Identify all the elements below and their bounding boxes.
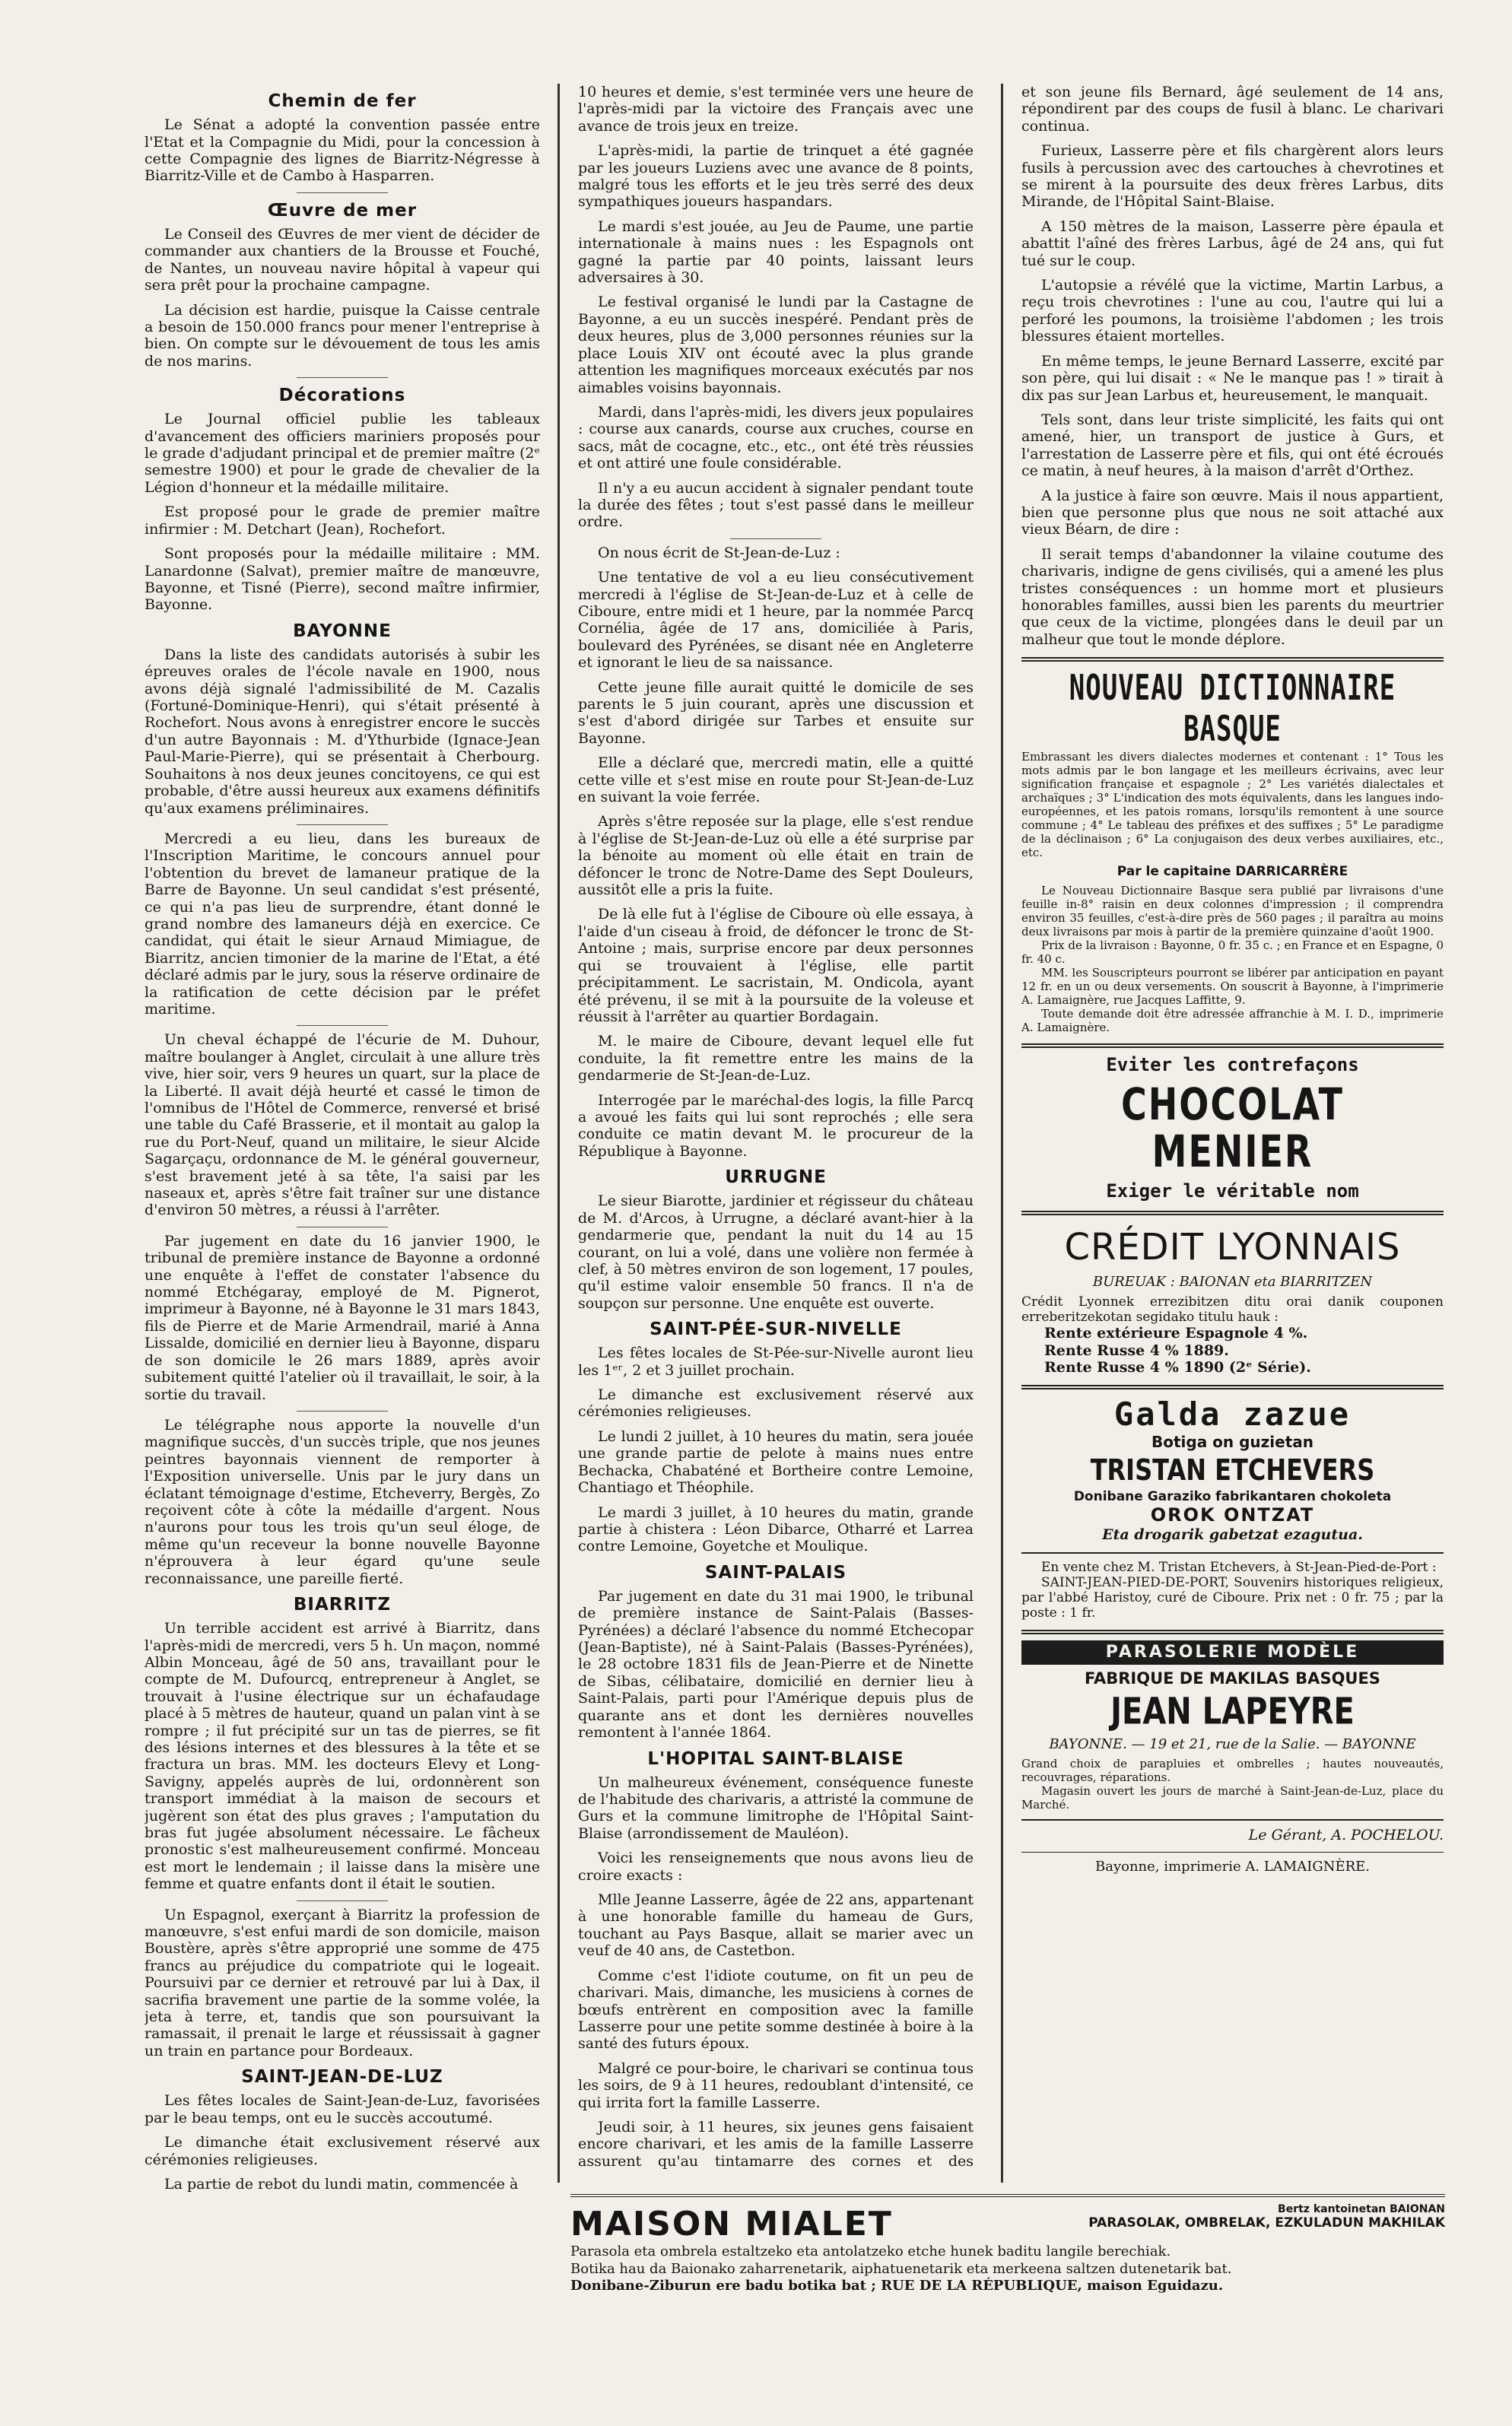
article-paragraph: En même temps, le jeune Bernard Lasserre, excité par son père, qui lui disait : « Ne le manque pas ! » tirait à dix pas sur Jean Larbus et, heureusement, le manquait. bbox=[1021, 352, 1444, 404]
article-paragraph: Cette jeune fille aurait quitté le domicile de ses parents le 5 juin courant, après une discussion et s'est d'abord dirigée sur Tarbes et ensuite sur Bayonne. bbox=[578, 678, 974, 747]
article-paragraph: La décision est hardie, puisque la Caisse centrale a besoin de 150.000 francs pour mener l'entreprise à bien. On compte sur le dévouement de tous les amis de nos marins. bbox=[145, 301, 540, 370]
ad-text: OROK ONTZAT bbox=[1150, 1504, 1315, 1526]
ad-tristan-etchevers bbox=[1021, 1385, 1444, 1543]
article-paragraph: Le sieur Biarotte, jardinier et régisseur du château de M. d'Arcos, à Urrugne, a déclaré avant-hier à la gendarmerie que, pendant la nuit du 14 au 15 courant, on lui a volé, dans une volière non fermée à clef, à 50 mètres environ de son logement, 17 poules, qu'il estime valoir ensemble 50 francs. Il n'a de soupçon sur personne. Une enquête est ouverte. bbox=[578, 1192, 974, 1312]
heading-saint-jean-de-luz: SAINT-JEAN-DE-LUZ bbox=[241, 2067, 443, 2088]
ad-author: Par le capitaine DARRICARRÈRE bbox=[1117, 864, 1348, 880]
ad-text: Botika hau da Baionako zaharrenetarik, aiphatuenetarik eta merkeena saltzen dutenetarik bat. bbox=[570, 2260, 1232, 2277]
article-paragraph: Le mardi s'est jouée, au Jeu de Paume, une partie internationale à mains nues : les Espagnols ont gagné la partie par 40 points, laissant leurs adversaires à 30. bbox=[578, 218, 974, 287]
ad-souvenirs bbox=[1021, 1552, 1444, 1621]
column-rule bbox=[1001, 84, 1003, 2183]
article-paragraph: Après s'être reposée sur la plage, elle s'est rendue à l'église de St-Jean-de-Luz où elle a été surprise par la bénoite au moment où elle était en train de défoncer le tronc de Notre-Dame des Sept Douleurs, aussitôt elle a pris la fuite. bbox=[578, 813, 974, 899]
ad-right-line: PARASOLAK, OMBRELAK, EZKULADUN MAKHILAK bbox=[1088, 2215, 1445, 2231]
article-paragraph: Le festival organisé le lundi par la Castagne de Bayonne, a eu un succès inespéré. Pendant près de deux heures, plus de 3,000 personnes réunies sur la place Louis XIV ont écouté avec la plus grande attention les magnifiques morceaux exécutés par nos aimables voisins bayonnais. bbox=[578, 294, 974, 396]
heading-biarritz: BIARRITZ bbox=[293, 1594, 392, 1615]
ad-title: CRÉDIT LYONNAIS bbox=[1064, 1226, 1401, 1269]
ad-text: Crédit Lyonnek errezibitzen ditu orai danik couponen erreberitzekotan segidako titulu hauk : bbox=[1021, 1294, 1444, 1326]
article-paragraph: Mlle Jeanne Lasserre, âgée de 22 ans, appartenant à une honorable famille du hameau de Gurs, touchant au Pays Basque, allait se marier avec un veuf de 40 ans, de Castetbon. bbox=[578, 1891, 974, 1960]
article-paragraph: Le lundi 2 juillet, à 10 heures du matin, sera jouée une grande partie de pelote à mains nues entre Bechacka, Chabaténé et Bortheire contre Lemoine, Chantiago et Théophile. bbox=[578, 1427, 974, 1497]
heading-decorations: Décorations bbox=[278, 386, 406, 406]
imprimerie: Bayonne, imprimerie A. LAMAIGNÈRE. bbox=[1021, 1852, 1444, 1875]
article-paragraph: Comme c'est l'idiote coutume, on fit un peu de charivari. Mais, dimanche, les musiciens à cornes de bœufs entrèrent en composition avec la famille Lasserre pour une petite somme destinée à boire à la santé des futurs époux. bbox=[578, 1967, 974, 2053]
heading-urrugne: URRUGNE bbox=[725, 1167, 827, 1188]
article-paragraph: Le dimanche était exclusivement réservé aux cérémonies religieuses. bbox=[145, 2134, 540, 2168]
article-paragraph: Jeudi soir, à 11 heures, six jeunes gens faisaient encore charivari, et les amis de la famille Lasserre assurent qu'au tintamarre des cornes et des bbox=[578, 2118, 974, 2170]
ad-maison-mialet bbox=[570, 2194, 1445, 2326]
ad-text: En vente chez M. Tristan Etchevers, à St-Jean-Pied-de-Port : bbox=[1041, 1560, 1437, 1576]
ad-bottom-line: Exiger le véritable nom bbox=[1106, 1180, 1359, 1202]
ad-name: JEAN LAPEYRE bbox=[1110, 1691, 1355, 1733]
ad-text: Eta drogarik gabetzat ezagutua. bbox=[1102, 1526, 1363, 1543]
separator bbox=[297, 824, 388, 825]
article-paragraph: Est proposé pour le grade de premier maître infirmier : M. Detchart (Jean), Rochefort. bbox=[145, 503, 540, 538]
heading-saint-palais: SAINT-PALAIS bbox=[704, 1562, 847, 1583]
article-paragraph: Le Sénat a adopté la convention passée entre l'Etat et la Compagnie du Midi, pour la concession à cette Compagnie des lignes de Biarritz-Négresse à Biarritz-Ville et de Cambo à Hasparren. bbox=[145, 116, 540, 185]
article-paragraph: Dans la liste des candidats autorisés à subir les épreuves orales de l'école navale en 1900, nous avons déjà signalé l'admissibilité de M. Cazalis (Fortuné-Dominique-Henri), qui s'était présenté à Rochefort. Nous avons à enregistrer encore le succès d'un autre Bayonnais : M. d'Ythurbide (Ignace-Jean Paul-Marie-Pierre), qui se présentait à Cherbourg. Souhaitons à nos deux jeunes concitoyens, ce qui est probable, d'être aussi heureux aux examens définitifs qu'aux examens préliminaires. bbox=[145, 646, 540, 817]
ad-text: Grand choix de parapluies et ombrelles ; hautes nouveautés, recouvrages, réparations. bbox=[1021, 1757, 1444, 1785]
ad-text: Donibane Garaziko fabrikantaren chokoleta bbox=[1073, 1489, 1392, 1505]
article-paragraph: A la justice à faire son œuvre. Mais il nous appartient, bien que personne plus que nous ne soit attaché aux vieux Béarn, de dire : bbox=[1021, 487, 1444, 538]
article-paragraph: Le Journal officiel publie les tableaux d'avancement des officiers mariniers proposés pour le grade d'adjudant principal et de premier maître (2ᵉ semestre 1900) et pour le grade de chevalier de la Légion d'honneur et la médaille militaire. bbox=[145, 411, 540, 496]
gerant: Le Gérant, A. POCHELOU. bbox=[1021, 1819, 1444, 1843]
article-paragraph: A 150 mètres de la maison, Lasserre père épaula et abattit l'aîné des frères Larbus, âgé de 24 ans, qui fut tué sur le coup. bbox=[1021, 218, 1444, 269]
article-paragraph: Le dimanche est exclusivement réservé aux cérémonies religieuses. bbox=[578, 1386, 974, 1421]
ad-right-text bbox=[1065, 2203, 1445, 2231]
ad-title: NOUVEAU DICTIONNAIRE BASQUE bbox=[1069, 668, 1396, 751]
article-paragraph: Malgré ce pour-boire, le charivari se continua tous les soirs, de 9 à 11 heures, redoublant d'intensité, ce qui irrita fort la famille Lasserre. bbox=[578, 2059, 974, 2111]
article-paragraph: Interrogée par le maréchal-des logis, la fille Parcq a avoué les faits qui lui sont reprochés ; elle sera conduite ce matin devant M. le procureur de la République à Bayonne. bbox=[578, 1091, 974, 1160]
ad-title: PARASOLERIE MODÈLE bbox=[1021, 1640, 1444, 1665]
article-paragraph: Le télégraphe nous apporte la nouvelle d'un magnifique succès, d'un succès triple, que nos jeunes peintres bayonnais viennent de remporter à l'Exposition universelle. Unis par le jury dans un éclatant témoignage d'estime, Etcheverry, Bergès, Zo reçoivent côte à côte la médaille d'argent. Nous n'aurons pour tous les trois qu'un seul éloge, de même qu'un receveur la bonne nouvelle Bayonne n'éprouvera à leur égard qu'une seule reconnaissance, une pareille fierté. bbox=[145, 1416, 540, 1587]
ad-credit-lyonnais bbox=[1021, 1211, 1444, 1376]
article-paragraph: Un cheval échappé de l'écurie de M. Duhour, maître boulanger à Anglet, circulait à une allure très vive, hier soir, vers 9 heures un quart, sur la place de la Liberté. Il avait déjà heurté et cassé le timon de l'omnibus de l'Hôtel de Commerce, renversé et brisé une table du Café Brasserie, et il montait au galop la rue du Port-Neuf, quand un militaire, le sieur Alcide Sagarçaçu, ordonnance de M. le général gouverneur, s'est bravement jeté à sa tête, l'a saisi par les naseaux et, après s'être fait traîner sur une distance d'environ 50 mètres, a réussi à l'arrêter. bbox=[145, 1031, 540, 1219]
ad-top-line: Eviter les contrefaçons bbox=[1106, 1054, 1359, 1076]
ad-title: MAISON MIALET bbox=[570, 2205, 893, 2243]
heading-saint-pee-sur-nivelle: SAINT-PÉE-SUR-NIVELLE bbox=[650, 1319, 902, 1340]
ad-text: Prix de la livraison : Bayonne, 0 fr. 35 c. ; en France et en Espagne, 0 fr. 40 c. bbox=[1021, 938, 1444, 967]
article-paragraph: Le Conseil des Œuvres de mer vient de décider de commander aux chantiers de la Brousse et Fouché, de Nantes, un nouveau navire hôpital à vapeur qui sera prêt pour la prochaine campagne. bbox=[145, 225, 540, 294]
ad-title: CHOCOLAT bbox=[1121, 1078, 1344, 1130]
article-paragraph: Il n'y a eu aucun accident à signaler pendant toute la durée des fêtes ; tout s'est passé dans le meilleur ordre. bbox=[578, 479, 974, 531]
article-paragraph: On nous écrit de St-Jean-de-Luz : bbox=[598, 544, 840, 561]
article-paragraph: Tels sont, dans leur triste simplicité, les faits qui ont amené, hier, un transport de justice à Gurs, et l'arrestation de Lasserre père et fils, qui ont été écroués ce matin, à neuf heures, à la maison d'arrêt d'Orthez. bbox=[1021, 411, 1444, 480]
column-rule bbox=[557, 84, 560, 2183]
article-paragraph: Voici les renseignements que nous avons lieu de croire exacts : bbox=[578, 1850, 974, 1884]
ad-text: Le Nouveau Dictionnaire Basque sera publié par livraisons d'une feuille in-8° raisin en deux colonnes d'impression ; il comprendra environ 35 feuilles, c'est-à-dire près de 560 pages ; il paraîtra au moins deux livraisons par mois à partir de la première quinzaine d'août 1900. bbox=[1021, 884, 1444, 939]
heading-oeuvre-de-mer: Œuvre de mer bbox=[267, 200, 418, 221]
article-paragraph: Le mardi 3 juillet, à 10 heures du matin, grande partie à chistera : Léon Dibarce, Otharré et Larrea contre Lemoine, Goyetche et Moulique. bbox=[578, 1504, 974, 1555]
ad-title: Galda zazue bbox=[1113, 1396, 1352, 1434]
article-paragraph: Une tentative de vol a eu lieu consécutivement mercredi à l'église de St-Jean-de-Luz et à celle de Ciboure, entre midi et 1 heure, par la nommée Parcq Cornélia, âgée de 17 ans, domiciliée à Paris, boulevard des Pyrénées, se disant née en Angleterre et ignorant le lieu de sa naissance. bbox=[578, 569, 974, 672]
ad-text: SAINT-JEAN-PIED-DE-PORT, Souvenirs historiques religieux, par l'abbé Haristoy, curé de Ciboure. Prix net : 0 fr. 75 ; par la poste : 1 fr. bbox=[1021, 1575, 1444, 1621]
ad-text: Magasin ouvert les jours de marché à Saint-Jean-de-Luz, place du Marché. bbox=[1021, 1784, 1444, 1812]
ad-chocolat-menier bbox=[1021, 1043, 1444, 1202]
heading-chemin-de-fer: Chemin de fer bbox=[268, 91, 417, 111]
column-2 bbox=[578, 84, 974, 2171]
article-paragraph: Les fêtes locales de St-Pée-sur-Nivelle auront lieu les 1ᵉʳ, 2 et 3 juillet prochain. bbox=[578, 1345, 974, 1379]
article-paragraph: De là elle fut à l'église de Ciboure où elle essaya, à l'aide d'un ciseau à froid, de défoncer le tronc de St-Antoine ; mais, surprise encore par deux personnes qui se trouvaient à l'église, elle partit précipitamment. Le sacristain, M. Ondicola, ayant été prévenu, il se mit à la poursuite de la voleuse et réussit à l'arrêter au quartier Bordagain. bbox=[578, 906, 974, 1025]
heading-hopital-saint-blaise: L'HOPITAL SAINT-BLAISE bbox=[647, 1748, 904, 1769]
article-paragraph: La partie de rebot du lundi matin, commencée à bbox=[164, 2176, 519, 2193]
article-paragraph: Sont proposés pour la médaille militaire : MM. Lanardonne (Salvat), premier maître de manœuvre, Bayonne, et Tisné (Pierre), second maître infirmier, Bayonne. bbox=[145, 545, 540, 614]
ad-text: Parasola eta ombrela estaltzeko eta antolatzeko etche hunek baditu langile berechiak. bbox=[570, 2243, 1171, 2259]
separator bbox=[297, 377, 388, 378]
article-paragraph: Furieux, Lasserre père et fils chargèrent alors leurs fusils à percussion avec des cartouches à chevrotines et se mirent à la poursuite des deux frères Larbus, dits Mirande, de l'Hôpital Saint-Blaise. bbox=[1021, 142, 1444, 211]
article-paragraph: Les fêtes locales de Saint-Jean-de-Luz, favorisées par le beau temps, ont eu le succès accoutumé. bbox=[145, 2092, 540, 2126]
article-paragraph: L'après-midi, la partie de trinquet a été gagnée par les joueurs Luziens avec une avance de 8 points, malgré tous les efforts et le jeu très serré des deux sympathiques joueurs haspandars. bbox=[578, 142, 974, 211]
article-paragraph: Mercredi a eu lieu, dans les bureaux de l'Inscription Maritime, le concours annuel pour l'obtention du brevet de lamaneur pratique de la Barre de Bayonne. Un seul candidat s'est présenté, ce qui n'a pas lieu de surprendre, étant donné le grand nombre des lamaneurs déjà en exercice. Ce candidat, qui était le sieur Arnaud Mimiague, de Biarritz, ancien timonier de la marine de l'Etat, a été déclaré admis par le jury, sous la réserve ordinaire de la ratification de cette décision par le préfet maritime. bbox=[145, 830, 540, 1018]
ad-dictionnaire-basque bbox=[1021, 657, 1444, 1034]
article-paragraph: Elle a déclaré que, mercredi matin, elle a quitté cette ville et s'est mise en route pour St-Jean-de-Luz en suivant la voie ferrée. bbox=[578, 754, 974, 806]
article-paragraph: Un terrible accident est arrivé à Biarritz, dans l'après-midi de mercredi, vers 5 h. Un maçon, nommé Albin Monceau, âgé de 50 ans, travaillant pour le compte de M. Dufourcq, entrepreneur à Anglet, se trouvait à l'usine électrique sur un échafaudage placé à 5 mètres de hauteur, quand un palan vint à se rompre ; il fut précipité sur un tas de pierres, se fit des lésions internes et des blessures à la tête et se fractura un bras. MM. les docteurs Elevy et Long-Savigny, appelés auprès de lui, ordonnèrent son transport immédiat à la maison de secours et jugèrent son état des plus graves ; l'amputation du bras fut jugée absolument nécessaire. Le fâcheux pronostic s'est malheureusement confirmé. Monceau est mort le lendemain ; il laisse dans la misère une femme et quatre enfants dont il était le soutien. bbox=[145, 1620, 540, 1893]
heading-bayonne: BAYONNE bbox=[293, 621, 392, 641]
ad-text: MM. les Souscripteurs pourront se libérer par anticipation en payant 12 fr. en un ou deux versements. On souscrit à Bayonne, à l'imprimerie A. Lamaignère, rue Jacques Laffitte, 9. bbox=[1021, 966, 1444, 1008]
ad-subtitle: Botiga on guzietan bbox=[1151, 1432, 1314, 1451]
article-paragraph: M. le maire de Ciboure, devant lequel elle fut conduite, la fit remettre entre les mains de la gendarmerie de St-Jean-de-Luz. bbox=[578, 1033, 974, 1084]
article-paragraph: Par jugement en date du 31 mai 1900, le tribunal de première instance de Saint-Palais (Basses-Pyrénées) a déclaré l'absence du nommé Etchecopar (Jean-Baptiste), né à Saint-Palais (Basses-Pyrénées), le 28 octobre 1831 fils de Jean-Pierre et de Ninette de Sibas, célibataire, domicilié en dernier lieu à Saint-Palais, parti pour l'Amérique depuis plus de quarante ans et dont les dernières nouvelles remontent à l'année 1864. bbox=[578, 1587, 974, 1742]
ad-text: Donibane-Ziburun ere badu botika bat ; RUE DE LA RÉPUBLIQUE, maison Eguidazu. bbox=[570, 2278, 1224, 2294]
separator bbox=[730, 538, 821, 539]
ad-list-item: Rente Russe 4 % 1889. bbox=[1044, 1342, 1229, 1359]
article-paragraph: Mardi, dans l'après-midi, les divers jeux populaires : course aux canards, course aux cruches, course en sacs, mât de cocagne, etc., etc., ont été très réussies et ont attiré une foule considérable. bbox=[578, 403, 974, 472]
ad-name: TRISTAN ETCHEVERS bbox=[1090, 1452, 1375, 1488]
article-paragraph: Par jugement en date du 16 janvier 1900, le tribunal de première instance de Bayonne a ordonné une enquête à l'effet de constater l'absence du nommé Etchégaray, employé de M. Pignerot, imprimeur à Bayonne, né à Bayonne le 31 mars 1843, fils de Pierre et de Marie Armendrail, marié à Anna Lissalde, domicilié en dernier lieu à Bayonne, disparu de son domicile le 26 mars 1889, après avoir subitement quitté l'atelier où il travaillait, le soir, à la sortie du travail. bbox=[145, 1232, 540, 1403]
column-1 bbox=[145, 84, 540, 2426]
ad-text: Toute demande doit être adressée affranchie à M. I. D., imprimerie A. Lamaignère. bbox=[1021, 1007, 1444, 1035]
article-paragraph: Il serait temps d'abandonner la vilaine coutume des charivaris, indigne de gens civilisés, qui a amené les plus tristes conséquences : un homme mort et plusieurs honorables familles, aussi bien les parents du meurtrier que ceux de la victime, plongées dans le deuil par un malheur que tout le monde déplore. bbox=[1021, 545, 1444, 648]
ad-subtitle: BUREUAK : BAIONAN eta BIARRITZEN bbox=[1092, 1273, 1373, 1290]
separator bbox=[297, 1025, 388, 1026]
article-paragraph: Un Espagnol, exerçant à Biarritz la profession de manœuvre, s'est enfui mardi de son domicile, maison Boustère, après s'être approprié une somme de 475 francs au préjudice du compatriote qui le logeait. Poursuivi par ce dernier et retrouvé par lui à Dax, il sacrifia bravement une partie de la somme volée, la jeta à terre, et, tandis que son poursuivant la ramassait, il prenait le large et réussissait à gagner un train en partance pour Bordeaux. bbox=[145, 1906, 540, 2059]
ad-right-line: Bertz kantoinetan BAIONAN bbox=[1278, 2203, 1445, 2215]
ad-title: MENIER bbox=[1151, 1126, 1313, 1178]
ad-list-item: Rente Russe 4 % 1890 (2ᵉ Série). bbox=[1044, 1359, 1311, 1377]
separator bbox=[297, 192, 388, 193]
article-paragraph: Un malheureux événement, conséquence funeste de l'habitude des charivaris, a attristé la commune de Gurs et la commune limitrophe de l'Hôpital Saint-Blaise (arrondissement de Mauléon). bbox=[578, 1773, 974, 1842]
ad-description: Embrassant les divers dialectes modernes et contenant : 1° Tous les mots admis par le bon langage et les meilleurs écrivains, avec leur signification française et espagnole ; 2° Les variétés dialectales et archaïques ; 3° L'indication des mots équivalents, dans les langues indo-européennes, et les patois romans, lorsqu'ils remontent à une source commune ; 4° Le tableau des préfixes et des suffixes ; 5° Le paradigme de la déclinaison ; 6° La conjugaison des deux verbes auxiliaires, etc., etc. bbox=[1021, 750, 1444, 860]
ad-list-item: Rente extérieure Espagnole 4 %. bbox=[1044, 1325, 1308, 1342]
article-paragraph: 10 heures et demie, s'est terminée vers une heure de l'après-midi par la victoire des Français avec une avance de trois jeux en treize. bbox=[578, 84, 974, 135]
ad-parasolerie bbox=[1021, 1630, 1444, 1812]
column-3 bbox=[1021, 84, 1444, 2171]
article-paragraph: et son jeune fils Bernard, âgé seulement de 14 ans, répondirent par des coups de fusil à blanc. Le charivari continua. bbox=[1021, 84, 1444, 135]
separator bbox=[297, 1900, 388, 1901]
article-paragraph: L'autopsie a révélé que la victime, Martin Larbus, a reçu trois chevrotines : l'une au cou, l'autre qui lui a perforé les poumons, la troisième l'abdomen ; les trois blessures étaient mortelles. bbox=[1021, 277, 1444, 345]
ad-address: BAYONNE. — 19 et 21, rue de la Salie. — BAYONNE bbox=[1049, 1736, 1416, 1753]
ad-subtitle: FABRIQUE DE MAKILAS BASQUES bbox=[1085, 1669, 1380, 1688]
